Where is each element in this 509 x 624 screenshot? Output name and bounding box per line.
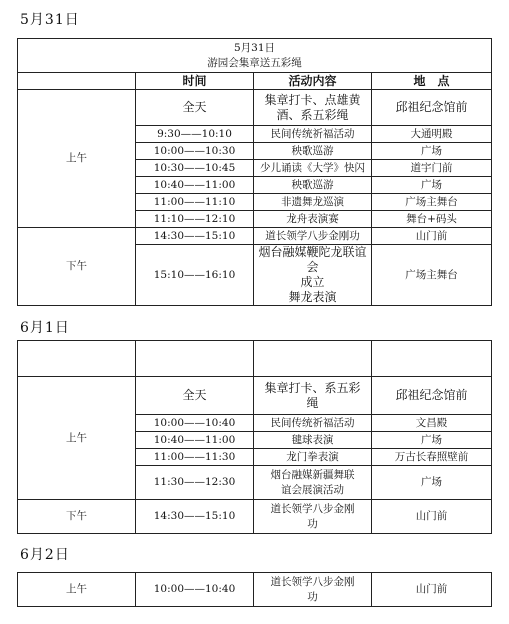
row-activity: 民间传统祈福活动 — [254, 126, 372, 143]
blank-cell — [254, 341, 372, 377]
schedule-table-jun2 — [17, 572, 492, 607]
period-afternoon: 下午 — [18, 228, 136, 306]
row-activity: 集章打卡、点雄黄酒、系五彩绳 — [254, 90, 372, 126]
activity-line: 舞龙表演 — [288, 290, 337, 304]
day-title-jun1: 6月1日 — [20, 320, 70, 336]
row-place: 舞台+码头 — [372, 211, 492, 228]
activity-line: 成立 — [300, 275, 325, 289]
table-row — [18, 500, 492, 534]
row-place: 山门前 — [372, 573, 492, 607]
row-place: 广场 — [372, 143, 492, 160]
table-caption — [18, 39, 492, 73]
row-activity: 龙门拳表演 — [254, 449, 372, 466]
header-time: 时间 — [136, 73, 254, 90]
caption-subtitle: 游园会集章送五彩绳 — [207, 56, 302, 69]
blank-cell — [372, 341, 492, 377]
row-time: 15:10——16:10 — [136, 245, 254, 306]
blank-cell — [136, 341, 254, 377]
row-time: 11:10——12:10 — [136, 211, 254, 228]
row-activity: 秧歌巡游 — [254, 177, 372, 194]
row-time: 10:40——11:00 — [136, 432, 254, 449]
row-time: 10:00——10:40 — [136, 573, 254, 607]
row-activity: 龙舟表演赛 — [254, 211, 372, 228]
caption-date: 5月31日 — [233, 41, 276, 54]
table-row — [18, 228, 492, 245]
row-place: 广场 — [372, 177, 492, 194]
row-place: 道宇门前 — [372, 160, 492, 177]
row-time: 全天 — [136, 377, 254, 415]
row-place: 广场主舞台 — [372, 245, 492, 306]
row-time: 10:00——10:30 — [136, 143, 254, 160]
schedule-table-jun1 — [17, 340, 492, 534]
row-place: 邱祖纪念馆前 — [372, 90, 492, 126]
period-morning: 上午 — [18, 90, 136, 228]
row-place: 广场 — [372, 466, 492, 500]
period-morning: 上午 — [18, 377, 136, 500]
activity-line: 道长领学八步金刚 — [270, 502, 355, 515]
day-title-jun2: 6月2日 — [20, 547, 70, 563]
row-time: 11:30——12:30 — [136, 466, 254, 500]
row-time: 11:00——11:10 — [136, 194, 254, 211]
row-place: 广场主舞台 — [372, 194, 492, 211]
row-place: 广场 — [372, 432, 492, 449]
row-activity — [254, 466, 372, 500]
row-place: 邱祖纪念馆前 — [372, 377, 492, 415]
activity-line: 功 — [307, 517, 318, 530]
table-row — [18, 90, 492, 126]
row-place: 大通明殿 — [372, 126, 492, 143]
activity-line: 烟台融媒鞭陀龙联谊会 — [258, 245, 367, 274]
activity-line: 谊会展演活动 — [281, 483, 344, 496]
row-time: 10:00——10:40 — [136, 415, 254, 432]
row-place: 山门前 — [372, 500, 492, 534]
header-activity: 活动内容 — [254, 73, 372, 90]
row-activity: 少儿诵读《大学》快闪 — [254, 160, 372, 177]
blank-cell — [18, 341, 136, 377]
activity-line: 道长领学八步金刚 — [270, 575, 355, 588]
day-title-may31: 5月31日 — [20, 12, 80, 28]
row-activity — [254, 245, 372, 306]
row-time: 11:00——11:30 — [136, 449, 254, 466]
row-activity: 毽球表演 — [254, 432, 372, 449]
row-activity: 道长领学八步金刚功 — [254, 228, 372, 245]
row-place: 万古长春照壁前 — [372, 449, 492, 466]
caption-row — [18, 39, 492, 73]
header-place: 地 点 — [372, 73, 492, 90]
blank-header-row — [18, 341, 492, 377]
header-blank — [18, 73, 136, 90]
table-row — [18, 573, 492, 607]
schedule-table-may31 — [17, 38, 492, 306]
period-afternoon: 下午 — [18, 500, 136, 534]
activity-line: 绳 — [306, 395, 319, 410]
row-activity — [254, 573, 372, 607]
row-place: 山门前 — [372, 228, 492, 245]
row-activity: 非遗舞龙巡演 — [254, 194, 372, 211]
row-time: 14:30——15:10 — [136, 500, 254, 534]
row-activity: 秧歌巡游 — [254, 143, 372, 160]
row-time: 9:30——10:10 — [136, 126, 254, 143]
activity-line: 集章打卡、系五彩 — [264, 380, 361, 395]
header-row — [18, 73, 492, 90]
row-activity: 民间传统祈福活动 — [254, 415, 372, 432]
row-time: 14:30——15:10 — [136, 228, 254, 245]
activity-line: 功 — [307, 590, 318, 603]
row-activity — [254, 377, 372, 415]
activity-line: 烟台融媒新疆舞联 — [270, 468, 355, 481]
row-time: 10:30——10:45 — [136, 160, 254, 177]
row-time: 全天 — [136, 90, 254, 126]
row-time: 10:40——11:00 — [136, 177, 254, 194]
table-row — [18, 377, 492, 415]
row-place: 文昌殿 — [372, 415, 492, 432]
row-activity — [254, 500, 372, 534]
period-morning: 上午 — [18, 573, 136, 607]
